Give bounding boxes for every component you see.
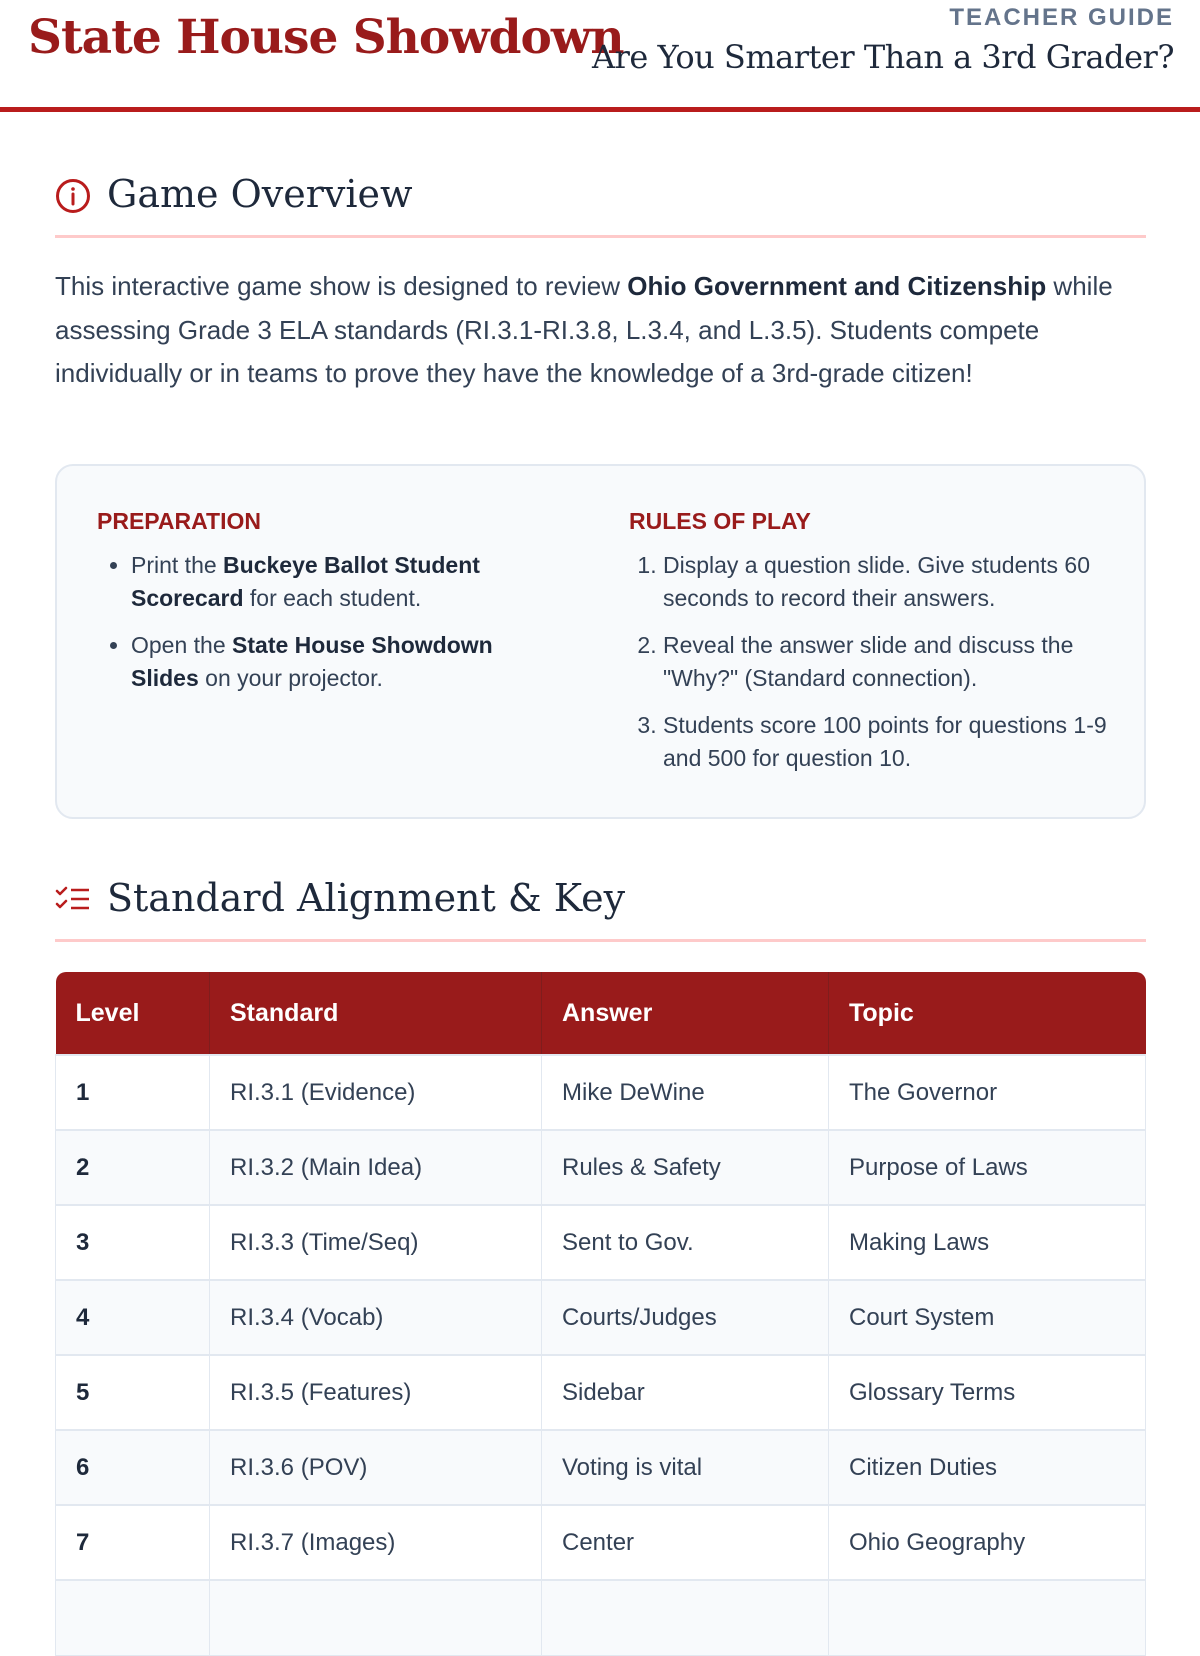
cell-topic: Citizen Duties bbox=[829, 1430, 1146, 1505]
cell-answer bbox=[542, 1580, 829, 1655]
cell-level: 4 bbox=[56, 1280, 210, 1355]
cell-answer: Sidebar bbox=[542, 1355, 829, 1430]
section-heading: Game Overview bbox=[107, 172, 413, 216]
table-row bbox=[56, 1355, 1146, 1430]
cell-level bbox=[56, 1580, 210, 1655]
cell-answer: Courts/Judges bbox=[542, 1280, 829, 1355]
page-subtitle: Are You Smarter Than a 3rd Grader? bbox=[592, 38, 1174, 76]
cell-topic bbox=[829, 1580, 1146, 1655]
cell-answer: Sent to Gov. bbox=[542, 1205, 829, 1280]
cell-standard bbox=[210, 1580, 542, 1655]
table-row bbox=[56, 1205, 1146, 1280]
cell-answer: Center bbox=[542, 1505, 829, 1580]
cell-standard: RI.3.2 (Main Idea) bbox=[210, 1130, 542, 1205]
list-item: • Print the Buckeye Ballot Student Scorecard for each student. bbox=[131, 549, 537, 615]
preparation-column bbox=[97, 508, 537, 709]
table-row bbox=[56, 1580, 1146, 1655]
cell-topic: Making Laws bbox=[829, 1205, 1146, 1280]
cell-answer: Rules & Safety bbox=[542, 1130, 829, 1205]
column-header-standard: Standard bbox=[210, 972, 542, 1055]
cell-answer: Mike DeWine bbox=[542, 1055, 829, 1130]
column-header-topic: Topic bbox=[829, 972, 1146, 1055]
cell-level: 7 bbox=[56, 1505, 210, 1580]
cell-standard: RI.3.3 (Time/Seq) bbox=[210, 1205, 542, 1280]
cell-level: 3 bbox=[56, 1205, 210, 1280]
instructions-card bbox=[55, 464, 1146, 819]
list-item: 3. Students score 100 points for questions 1-9 and 500 for question 10. bbox=[663, 709, 1109, 775]
table-row bbox=[56, 1430, 1146, 1505]
page-title: State House Showdown bbox=[28, 10, 624, 65]
list-item: • Open the State House Showdown Slides on your projector. bbox=[131, 629, 537, 695]
cell-level: 6 bbox=[56, 1430, 210, 1505]
column-header-answer: Answer bbox=[542, 972, 829, 1055]
rules-column bbox=[629, 508, 1109, 789]
cell-standard: RI.3.5 (Features) bbox=[210, 1355, 542, 1430]
alignment-table bbox=[55, 972, 1146, 1656]
cell-answer: Voting is vital bbox=[542, 1430, 829, 1505]
guide-label: TEACHER GUIDE bbox=[949, 4, 1174, 31]
cell-topic: Purpose of Laws bbox=[829, 1130, 1146, 1205]
cell-level: 1 bbox=[56, 1055, 210, 1130]
cell-standard: RI.3.4 (Vocab) bbox=[210, 1280, 542, 1355]
cell-standard: RI.3.6 (POV) bbox=[210, 1430, 542, 1505]
rules-heading: RULES OF PLAY bbox=[629, 508, 811, 534]
list-item: 2. Reveal the answer slide and discuss the "Why?" (Standard connection). bbox=[663, 629, 1109, 695]
checklist-icon bbox=[55, 882, 91, 918]
cell-topic: Glossary Terms bbox=[829, 1355, 1146, 1430]
cell-topic: The Governor bbox=[829, 1055, 1146, 1130]
list-item: 1. Display a question slide. Give students 60 seconds to record their answers. bbox=[663, 549, 1109, 615]
cell-topic: Court System bbox=[829, 1280, 1146, 1355]
table-row bbox=[56, 1130, 1146, 1205]
cell-level: 5 bbox=[56, 1355, 210, 1430]
cell-standard: RI.3.1 (Evidence) bbox=[210, 1055, 542, 1130]
table-row bbox=[56, 1280, 1146, 1355]
table-row bbox=[56, 1505, 1146, 1580]
section-heading: Standard Alignment & Key bbox=[107, 876, 626, 920]
overview-paragraph: This interactive game show is designed to review Ohio Government and Citizenship while assessing Grade 3 ELA standards (RI.3.1-RI.3.8, L.3.4, and L.3.5). Students compete individually or in teams to prove they have the knowledge of a 3rd-grade citizen! bbox=[55, 271, 1113, 388]
section-header-alignment bbox=[55, 876, 1146, 942]
table-row bbox=[56, 1055, 1146, 1130]
cell-standard: RI.3.7 (Images) bbox=[210, 1505, 542, 1580]
page-header bbox=[0, 0, 1200, 112]
cell-level: 2 bbox=[56, 1130, 210, 1205]
cell-topic: Ohio Geography bbox=[829, 1505, 1146, 1580]
column-header-level: Level bbox=[56, 972, 210, 1055]
info-icon bbox=[55, 178, 91, 214]
section-header-overview bbox=[55, 172, 1146, 238]
preparation-heading: PREPARATION bbox=[97, 508, 261, 534]
